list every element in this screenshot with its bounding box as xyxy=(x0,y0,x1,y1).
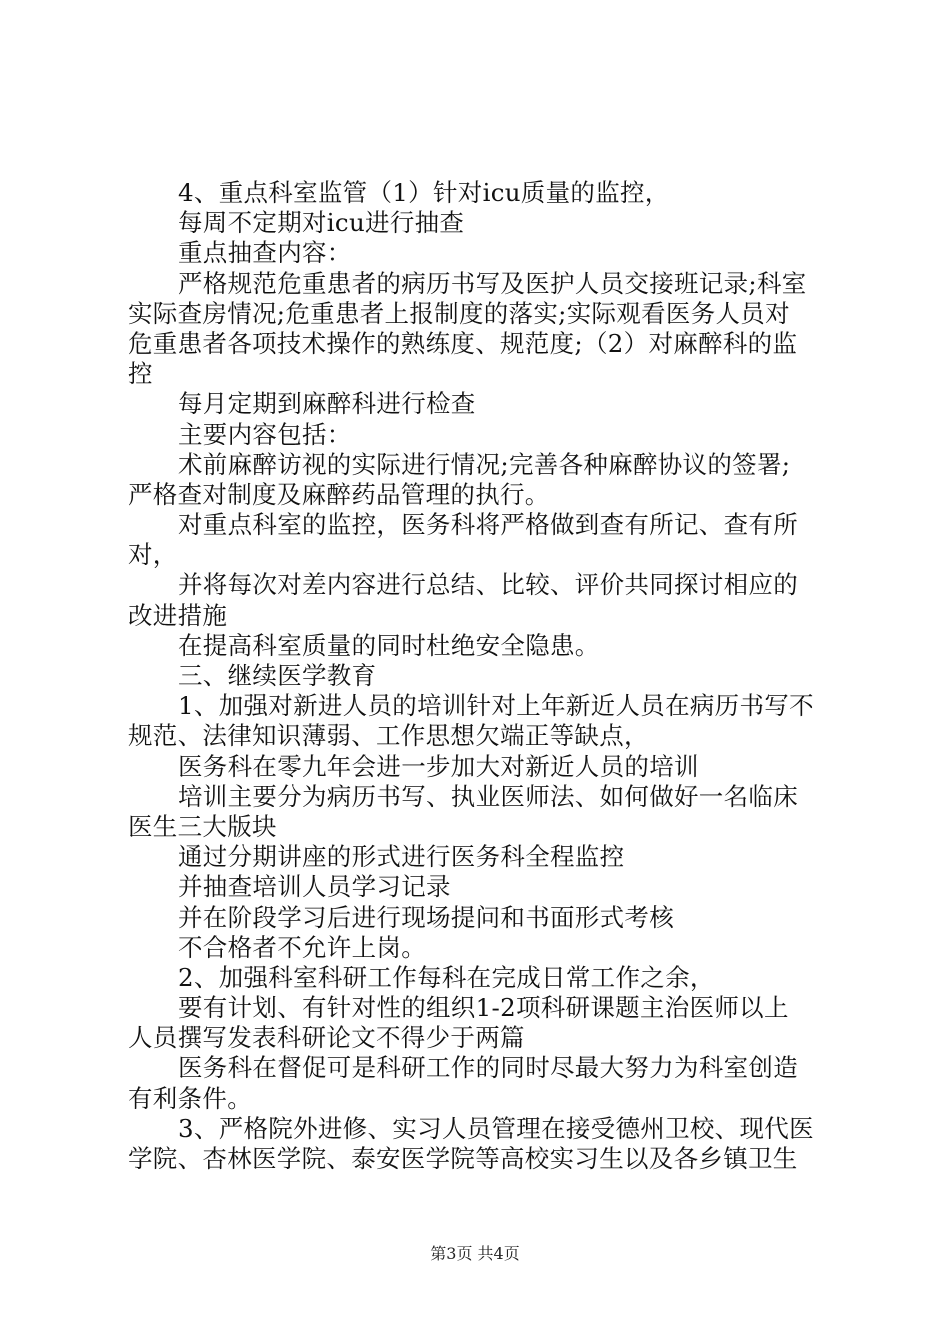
text-line: 2、加强科室科研工作每科在完成日常工作之余， xyxy=(178,962,715,992)
text-line: 医务科在零九年会进一步加大对新近人员的培训 xyxy=(178,751,699,781)
document-body xyxy=(128,178,833,1174)
text-line: 并抽查培训人员学习记录 xyxy=(178,872,451,902)
text-line: 不合格者不允许上岗。 xyxy=(178,932,426,962)
text-line: 并在阶段学习后进行现场提问和书面形式考核 xyxy=(178,902,674,932)
text-line: 医务科在督促可是科研工作的同时尽最大努力为科室创造 xyxy=(178,1053,798,1083)
text-line: 医生三大版块 xyxy=(128,811,277,841)
text-line: 1、加强对新进人员的培训针对上年新近人员在病历书写不 xyxy=(178,691,814,721)
text-line: 严格规范危重患者的病历书写及医护人员交接班记录;科室 xyxy=(178,268,807,298)
page-footer xyxy=(0,1244,950,1264)
text-line: 并将每次对差内容进行总结、比较、评价共同探讨相应的 xyxy=(178,570,798,600)
text-line: 控 xyxy=(128,359,153,389)
text-line: 主要内容包括： xyxy=(178,419,352,449)
text-line: 每周不定期对icu进行抽查 xyxy=(178,208,465,238)
text-line: 要有计划、有针对性的组织1-2项科研课题主治医师以上 xyxy=(178,993,789,1023)
text-line: 术前麻醉访视的实际进行情况;完善各种麻醉协议的签署; xyxy=(178,449,791,479)
text-line: 在提高科室质量的同时杜绝安全隐患。 xyxy=(178,630,600,660)
text-line: 严格查对制度及麻醉药品管理的执行。 xyxy=(128,479,550,509)
text-line: 人员撰写发表科研论文不得少于两篇 xyxy=(128,1023,525,1053)
text-line: 有利条件。 xyxy=(128,1083,252,1113)
page-number-label: 第3页 共4页 xyxy=(430,1244,520,1263)
text-line: 规范、法律知识薄弱、工作思想欠端正等缺点， xyxy=(128,721,649,751)
text-line: 4、重点科室监管（1）针对icu质量的监控， xyxy=(178,178,670,207)
text-line: 改进措施 xyxy=(128,600,228,630)
text-line: 通过分期讲座的形式进行医务科全程监控 xyxy=(178,842,625,872)
text-line: 危重患者各项技术操作的熟练度、规范度;（2）对麻醉科的监 xyxy=(128,328,798,358)
text-line: 学院、杏林医学院、泰安医学院等高校实习生以及各乡镇卫生 xyxy=(128,1144,798,1173)
text-line: 每月定期到麻醉科进行检查 xyxy=(178,389,476,419)
section-heading: 三、继续医学教育 xyxy=(178,661,377,690)
text-line: 培训主要分为病历书写、执业医师法、如何做好一名临床 xyxy=(178,781,798,811)
text-line: 3、严格院外进修、实习人员管理在接受德州卫校、现代医 xyxy=(178,1113,814,1143)
text-line: 实际查房情况;危重患者上报制度的落实;实际观看医务人员对 xyxy=(128,298,790,328)
text-line: 重点抽查内容： xyxy=(178,238,352,268)
text-line: 对重点科室的监控，医务科将严格做到查有所记、查有所 xyxy=(178,510,798,540)
text-line: 对， xyxy=(128,540,178,570)
